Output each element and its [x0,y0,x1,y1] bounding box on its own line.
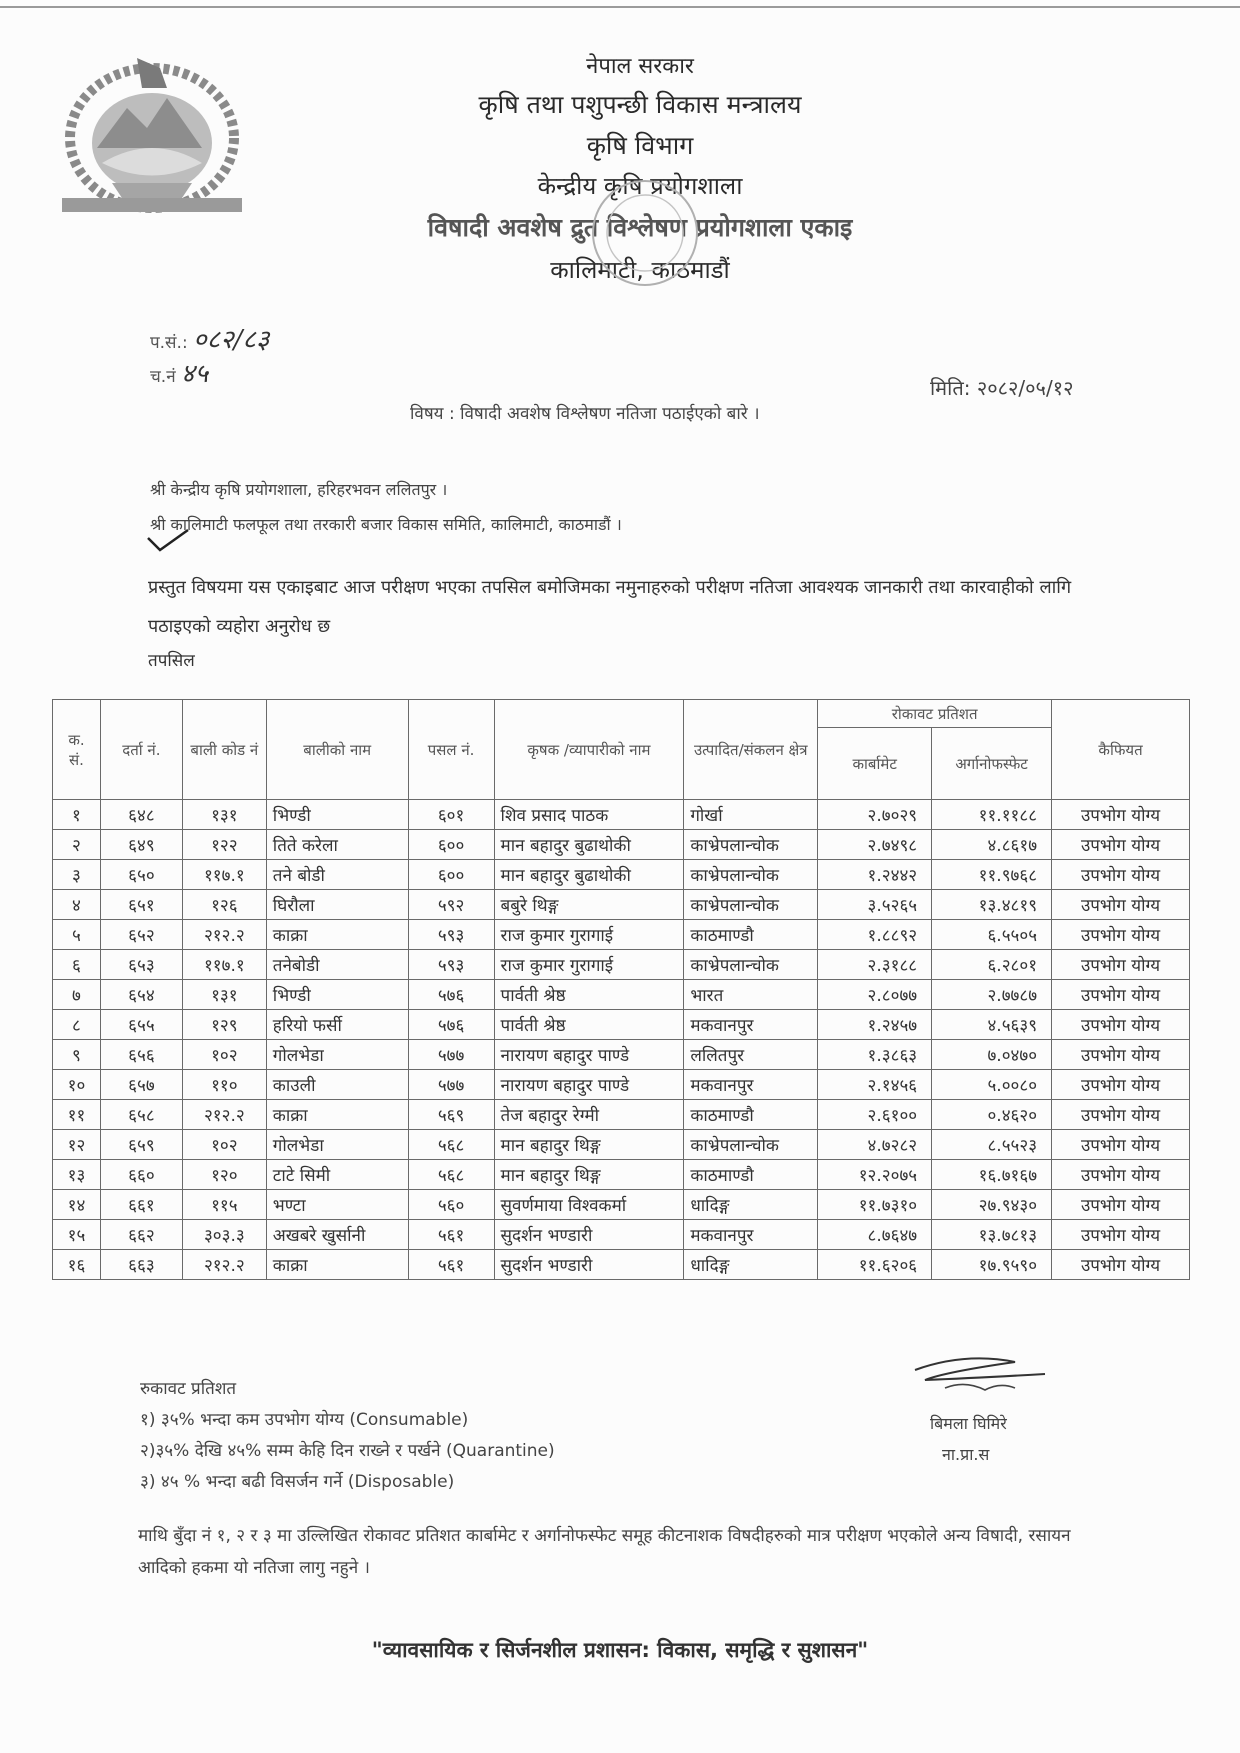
cell-farmer-name: पार्वती श्रेष्ठ [494,980,684,1010]
cell-darta: ६५६ [100,1040,182,1070]
cell-sn: १२ [53,1130,101,1160]
cell-crop-name: घिरौला [266,890,408,920]
cell-farmer-name: बबुरे थिङ्ग [494,890,684,920]
cell-remarks: उपभोग योग्य [1052,830,1190,860]
cell-carbamate: ११.६२०६ [818,1250,932,1280]
table-row [53,920,1190,950]
cell-crop-code: १२२ [182,830,266,860]
col-remarks: कैफियत [1052,700,1190,800]
cell-darta: ६५७ [100,1070,182,1100]
cell-carbamate: २.३१८८ [818,950,932,980]
cell-crop-name: तनेबोडी [266,950,408,980]
col-crop-name: बालीको नाम [266,700,408,800]
cell-shop-no: ५७६ [408,1010,494,1040]
cell-crop-code: ११७.१ [182,860,266,890]
cell-sn: ८ [53,1010,101,1040]
cell-organophosphate: १७.९५९० [932,1250,1052,1280]
cell-crop-name: काउली [266,1070,408,1100]
cell-sn: १६ [53,1250,101,1280]
cell-crop-code: १२६ [182,890,266,920]
cell-area: काभ्रेपलान्चोक [684,890,818,920]
recipient-2: श्री कालिमाटी फलफूल तथा तरकारी बजार विकास समिति, कालिमाटी, काठमाडौं । [150,515,622,534]
cell-shop-no: ५६८ [408,1130,494,1160]
cell-sn: ३ [53,860,101,890]
footer-slogan: "व्यावसायिक र सिर्जनशील प्रशासन: विकास, समृद्धि र सुशासन" [371,1638,869,1662]
cell-crop-code: १३१ [182,980,266,1010]
signer-name: बिमला घिमिरे [930,1414,1007,1433]
cell-area: काभ्रेपलान्चोक [684,860,818,890]
disclaimer-note: माथि बुँदा नं १, २ र ३ मा उल्लिखित रोकावट प्रतिशत कार्बामेट र अर्गानोफस्फेट समूह कीटनाशक विषदीहरुको मात्र परीक्षण भएकोले अन्य विषादी, रसायन आदिको हकमा यो नतिजा लागु नहुने । [138,1526,1071,1578]
cell-darta: ६५१ [100,890,182,920]
cell-crop-name: टाटे सिमी [266,1160,408,1190]
cell-crop-code: ३०३.३ [182,1220,266,1250]
cell-darta: ६६२ [100,1220,182,1250]
cell-crop-code: ११७.१ [182,950,266,980]
cell-crop-name: काक्रा [266,1100,408,1130]
table-row [53,890,1190,920]
checkmark-icon [146,528,190,554]
cell-farmer-name: सुदर्शन भण्डारी [494,1250,684,1280]
cell-remarks: उपभोग योग्य [1052,980,1190,1010]
cell-crop-code: २१२.२ [182,1100,266,1130]
col-carbamate: कार्बामेट [818,728,932,800]
cell-carbamate: १२.२०७५ [818,1160,932,1190]
cell-crop-name: तने बोडी [266,860,408,890]
cell-remarks: उपभोग योग्य [1052,1070,1190,1100]
cell-remarks: उपभोग योग्य [1052,1100,1190,1130]
cell-organophosphate: ०.४६२० [932,1100,1052,1130]
cell-crop-code: ११० [182,1070,266,1100]
cell-carbamate: ३.५२६५ [818,890,932,920]
cell-carbamate: २.६१०० [818,1100,932,1130]
office-stamp-icon [585,158,705,308]
legend-title: रुकावट प्रतिशत [140,1379,237,1399]
govt-name: नेपाल सरकार [586,54,694,79]
cell-carbamate: २.७०२९ [818,800,932,830]
table-row [53,830,1190,860]
cell-remarks: उपभोग योग्य [1052,800,1190,830]
cell-shop-no: ५६८ [408,1160,494,1190]
cell-remarks: उपभोग योग्य [1052,1250,1190,1280]
ref-number-value: ०८२/८३ [193,325,270,355]
cell-remarks: उपभोग योग्य [1052,1220,1190,1250]
legend-item-consumable: १) ३५% भन्दा कम उपभोग योग्य (Consumable) [140,1410,469,1430]
cell-area: धादिङ्ग [684,1190,818,1220]
cell-darta: ६५४ [100,980,182,1010]
cell-crop-name: काक्रा [266,920,408,950]
cell-darta: ६५० [100,860,182,890]
table-row [53,1070,1190,1100]
table-row [53,1100,1190,1130]
cell-organophosphate: १३.७८१३ [932,1220,1052,1250]
cell-area: काठमाण्डौ [684,920,818,950]
legend-item-quarantine: २)३५% देखि ४५% सम्म केहि दिन राख्ने र पर्खने (Quarantine) [140,1441,555,1461]
cell-area: काठमाण्डौ [684,1100,818,1130]
cell-farmer-name: नारायण बहादुर पाण्डे [494,1040,684,1070]
cell-crop-code: १०२ [182,1040,266,1070]
cell-crop-name: गोलभेडा [266,1040,408,1070]
cell-sn: १५ [53,1220,101,1250]
cell-organophosphate: २.७७८७ [932,980,1052,1010]
legend-item-disposable: ३) ४५ % भन्दा बढी विसर्जन गर्ने (Disposable) [140,1472,455,1492]
cell-carbamate: २.७४९८ [818,830,932,860]
table-row [53,1130,1190,1160]
cell-organophosphate: १६.७१६७ [932,1160,1052,1190]
cell-shop-no: ५७७ [408,1070,494,1100]
cell-area: मकवानपुर [684,1010,818,1040]
col-crop-code: बाली कोड नं [182,700,266,800]
cell-area: काभ्रेपलान्चोक [684,950,818,980]
cell-crop-name: भिण्डी [266,980,408,1010]
cell-carbamate: १.३८६३ [818,1040,932,1070]
department-name: कृषि विभाग [586,131,694,160]
cell-darta: ६६१ [100,1190,182,1220]
signer-post: ना.प्रा.स [942,1445,990,1464]
cell-organophosphate: १३.४८१९ [932,890,1052,920]
cell-crop-code: २१२.२ [182,920,266,950]
cell-sn: १ [53,800,101,830]
cell-crop-code: ११५ [182,1190,266,1220]
cell-carbamate: २.१४५६ [818,1070,932,1100]
cell-darta: ६६३ [100,1250,182,1280]
cell-darta: ६५३ [100,950,182,980]
col-organophosphate: अर्गानोफस्फेट [932,728,1052,800]
table-row [53,1250,1190,1280]
cell-crop-code: १२९ [182,1010,266,1040]
cell-area: काभ्रेपलान्चोक [684,830,818,860]
cell-crop-name: अखबरे खुर्सानी [266,1220,408,1250]
cell-farmer-name: पार्वती श्रेष्ठ [494,1010,684,1040]
cell-farmer-name: नारायण बहादुर पाण्डे [494,1070,684,1100]
cell-carbamate: १.२४५७ [818,1010,932,1040]
cell-crop-code: २१२.२ [182,1250,266,1280]
cell-remarks: उपभोग योग्य [1052,1190,1190,1220]
cell-farmer-name: मान बहादुर थिङ्ग [494,1160,684,1190]
cell-crop-name: गोलभेडा [266,1130,408,1160]
location: कालिमाटी, काठमाडौं [550,256,730,284]
cell-sn: ६ [53,950,101,980]
cell-crop-name: भिण्डी [266,800,408,830]
cell-farmer-name: मान बहादुर बुढाथोकी [494,830,684,860]
cell-shop-no: ५६१ [408,1250,494,1280]
cell-farmer-name: राज कुमार गुरागाई [494,950,684,980]
laboratory-name: केन्द्रीय कृषि प्रयोगशाला [537,172,743,200]
cell-carbamate: ८.७६४७ [818,1220,932,1250]
dispatch-number-value: ४५ [181,359,209,389]
cell-shop-no: ५९३ [408,950,494,980]
cell-organophosphate: ६.२८०१ [932,950,1052,980]
cell-shop-no: ६०० [408,830,494,860]
cell-organophosphate: ४.५६३९ [932,1010,1052,1040]
letter-body: प्रस्तुत विषयमा यस एकाइबाट आज परीक्षण भएका तपसिल बमोजिमका नमुनाहरुको परीक्षण नतिजा आवश्यक जानकारी तथा कारवाहीको लागि पठाइएको व्यहोरा अनुरोध छ [148,577,1072,637]
dispatch-number: च.नं ४५ [150,359,209,389]
cell-sn: १३ [53,1160,101,1190]
cell-crop-name: भण्टा [266,1190,408,1220]
cell-sn: ११ [53,1100,101,1130]
cell-sn: ७ [53,980,101,1010]
table-row [53,1040,1190,1070]
cell-shop-no: ५६१ [408,1220,494,1250]
table-row [53,950,1190,980]
cell-darta: ६६० [100,1160,182,1190]
cell-area: मकवानपुर [684,1070,818,1100]
cell-shop-no: ६०१ [408,800,494,830]
table-row [53,980,1190,1010]
cell-sn: ९ [53,1040,101,1070]
cell-darta: ६५२ [100,920,182,950]
cell-remarks: उपभोग योग्य [1052,1040,1190,1070]
cell-shop-no: ५६० [408,1190,494,1220]
letter-subject: विषय : विषादी अवशेष विश्लेषण नतिजा पठाईएको बारे । [410,404,760,424]
cell-shop-no: ५९२ [408,890,494,920]
cell-darta: ६४९ [100,830,182,860]
cell-organophosphate: ६.५५०५ [932,920,1052,950]
cell-area: गोर्खा [684,800,818,830]
details-label: तपसिल [148,651,195,671]
cell-sn: ५ [53,920,101,950]
table-row [53,800,1190,830]
cell-shop-no: ५६९ [408,1100,494,1130]
table-row [53,1190,1190,1220]
cell-remarks: उपभोग योग्य [1052,860,1190,890]
cell-crop-code: १३१ [182,800,266,830]
cell-farmer-name: तेज बहादुर रेग्मी [494,1100,684,1130]
cell-carbamate: ४.७२८२ [818,1130,932,1160]
top-border-line [0,6,1240,8]
cell-carbamate: १.८८९२ [818,920,932,950]
cell-farmer-name: शिव प्रसाद पाठक [494,800,684,830]
col-shop-no: पसल नं. [408,700,494,800]
ministry-name: कृषि तथा पशुपन्छी विकास मन्त्रालय [478,90,802,119]
cell-sn: १४ [53,1190,101,1220]
col-darta: दर्ता नं. [100,700,182,800]
table-row [53,1010,1190,1040]
cell-remarks: उपभोग योग्य [1052,1160,1190,1190]
cell-crop-code: १०२ [182,1130,266,1160]
cell-carbamate: ११.७३१० [818,1190,932,1220]
cell-area: धादिङ्ग [684,1250,818,1280]
results-table-body [53,800,1190,1280]
col-inhibition-percent: रोकावट प्रतिशत [818,700,1052,728]
signature-icon [905,1350,1055,1400]
unit-name: विषादी अवशेष द्रुत विश्लेषण प्रयोगशाला एकाइ [427,213,853,242]
cell-darta: ६४८ [100,800,182,830]
cell-shop-no: ६०० [408,860,494,890]
cell-darta: ६५९ [100,1130,182,1160]
cell-remarks: उपभोग योग्य [1052,890,1190,920]
reference-number: प.सं.: ०८२/८३ [150,325,270,355]
cell-area: मकवानपुर [684,1220,818,1250]
cell-shop-no: ५७७ [408,1040,494,1070]
inhibition-legend [140,1374,555,1498]
col-production-area: उत्पादित/संकलन क्षेत्र [684,700,818,800]
cell-crop-name: काक्रा [266,1250,408,1280]
cell-farmer-name: सुवर्णमाया विश्वकर्मा [494,1190,684,1220]
cell-shop-no: ५७६ [408,980,494,1010]
cell-remarks: उपभोग योग्य [1052,1130,1190,1160]
cell-organophosphate: ७.०४७० [932,1040,1052,1070]
col-sn: क. सं. [53,700,101,800]
cell-crop-name: हरियो फर्सी [266,1010,408,1040]
cell-organophosphate: ८.५५२३ [932,1130,1052,1160]
cell-darta: ६५५ [100,1010,182,1040]
cell-carbamate: २.८०७७ [818,980,932,1010]
cell-farmer-name: मान बहादुर बुढाथोकी [494,860,684,890]
cell-sn: ४ [53,890,101,920]
cell-organophosphate: ५.००८० [932,1070,1052,1100]
table-row [53,1160,1190,1190]
col-farmer-name: कृषक /व्यापारीको नाम [494,700,684,800]
cell-organophosphate: ११.११८८ [932,800,1052,830]
cell-darta: ६५८ [100,1100,182,1130]
cell-farmer-name: सुदर्शन भण्डारी [494,1220,684,1250]
cell-organophosphate: ११.९७६८ [932,860,1052,890]
cell-area: काठमाण्डौ [684,1160,818,1190]
cell-remarks: उपभोग योग्य [1052,950,1190,980]
cell-farmer-name: मान बहादुर थिङ्ग [494,1130,684,1160]
cell-organophosphate: २७.९४३० [932,1190,1052,1220]
cell-farmer-name: राज कुमार गुरागाई [494,920,684,950]
letter-date: मिति: २०८२/०५/१२ [930,376,1074,400]
table-row [53,860,1190,890]
results-table [52,699,1190,1280]
cell-sn: १० [53,1070,101,1100]
cell-area: भारत [684,980,818,1010]
cell-shop-no: ५९३ [408,920,494,950]
cell-remarks: उपभोग योग्य [1052,1010,1190,1040]
cell-crop-name: तिते करेला [266,830,408,860]
cell-remarks: उपभोग योग्य [1052,920,1190,950]
cell-carbamate: १.२४४२ [818,860,932,890]
cell-area: ललितपुर [684,1040,818,1070]
nepal-emblem-icon [42,48,262,220]
recipient-1: श्री केन्द्रीय कृषि प्रयोगशाला, हरिहरभवन ललितपुर । [150,480,448,499]
table-row [53,1220,1190,1250]
cell-organophosphate: ४.८६१७ [932,830,1052,860]
cell-sn: २ [53,830,101,860]
cell-area: काभ्रेपलान्चोक [684,1130,818,1160]
cell-crop-code: १२० [182,1160,266,1190]
